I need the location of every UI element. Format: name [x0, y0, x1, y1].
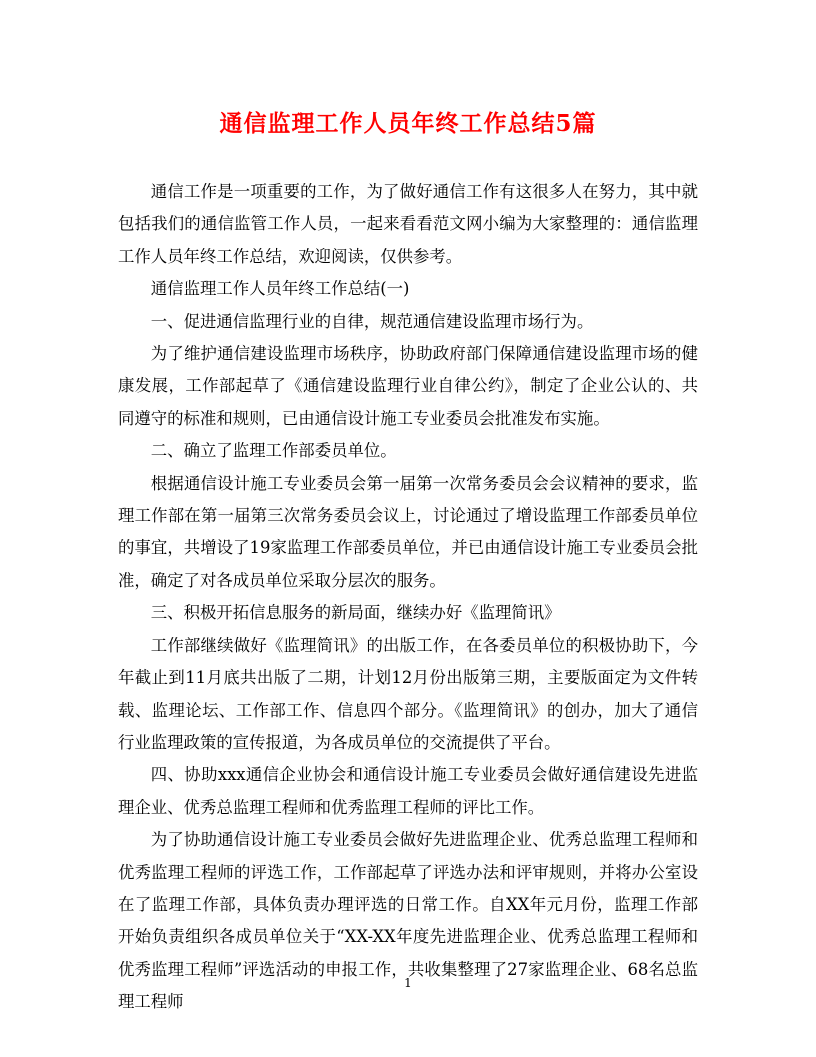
page-number: 1 — [404, 976, 412, 990]
document-body — [118, 176, 698, 1019]
paragraph-heading-4: 四、协助xxx通信企业协会和通信设计施工专业委员会做好通信建设先进监理企业、优秀总监理工程师和优秀监理工程师的评比工作。 — [118, 765, 698, 817]
paragraph-body-1: 为了维护通信建设监理市场秩序，协助政府部门保障通信建设监理市场的健康发展，工作部起草了《通信建设监理行业自律公约》，制定了企业公认的、共同遵守的标准和规则，已由通信设计施工专业委员会批准发布实施。 — [118, 344, 698, 428]
paragraph-body-2: 根据通信设计施工专业委员会第一届第一次常务委员会会议精神的要求，监理工作部在第一届第三次常务委员会议上，讨论通过了增设监理工作部委员单位的事宜，共增设了19家监理工作部委员单位，并已由通信设计施工专业委员会批准，确定了对各成员单位采取分层次的服务。 — [118, 473, 698, 590]
document-title: 通信监理工作人员年终工作总结5篇 — [219, 110, 597, 137]
paragraph-heading-1: 一、促进通信监理行业的自律，规范通信建设监理市场行为。 — [150, 311, 594, 331]
paragraph-body-4: 为了协助通信设计施工专业委员会做好先进监理企业、优秀总监理工程师和优秀监理工程师的评选工作，工作部起草了评选办法和评审规则，并将办公室设在了监理工作部，具体负责办理评选的日常工作。自XX年元月份，监理工作部开始负责组织各成员单位关于“XX-XX年度先进监理企业、优秀总监理工程师和优秀监理工程师”评选活动的申报工作，共收集整理了27家监理企业、68名总监理工程师 — [118, 830, 698, 1012]
paragraph-section-heading: 通信监理工作人员年终工作总结(一) — [150, 279, 410, 299]
paragraph-intro: 通信工作是一项重要的工作，为了做好通信工作有这很多人在努力，其中就包括我们的通信监管工作人员，一起来看看范文网小编为大家整理的：通信监理工作人员年终工作总结，欢迎阅读，仅供参考。 — [118, 182, 698, 266]
paragraph-heading-3: 三、积极开拓信息服务的新局面，继续办好《监理简讯》 — [150, 603, 561, 623]
paragraph-body-3: 工作部继续做好《监理简讯》的出版工作，在各委员单位的积极协助下，今年截止到11月底共出版了二期，计划12月份出版第三期，主要版面定为文件转载、监理论坛、工作部工作、信息四个部分。《监理简讯》的创办，加大了通信行业监理政策的宣传报道，为各成员单位的交流提供了平台。 — [118, 635, 698, 752]
paragraph-heading-2: 二、确立了监理工作部委员单位。 — [150, 441, 397, 461]
